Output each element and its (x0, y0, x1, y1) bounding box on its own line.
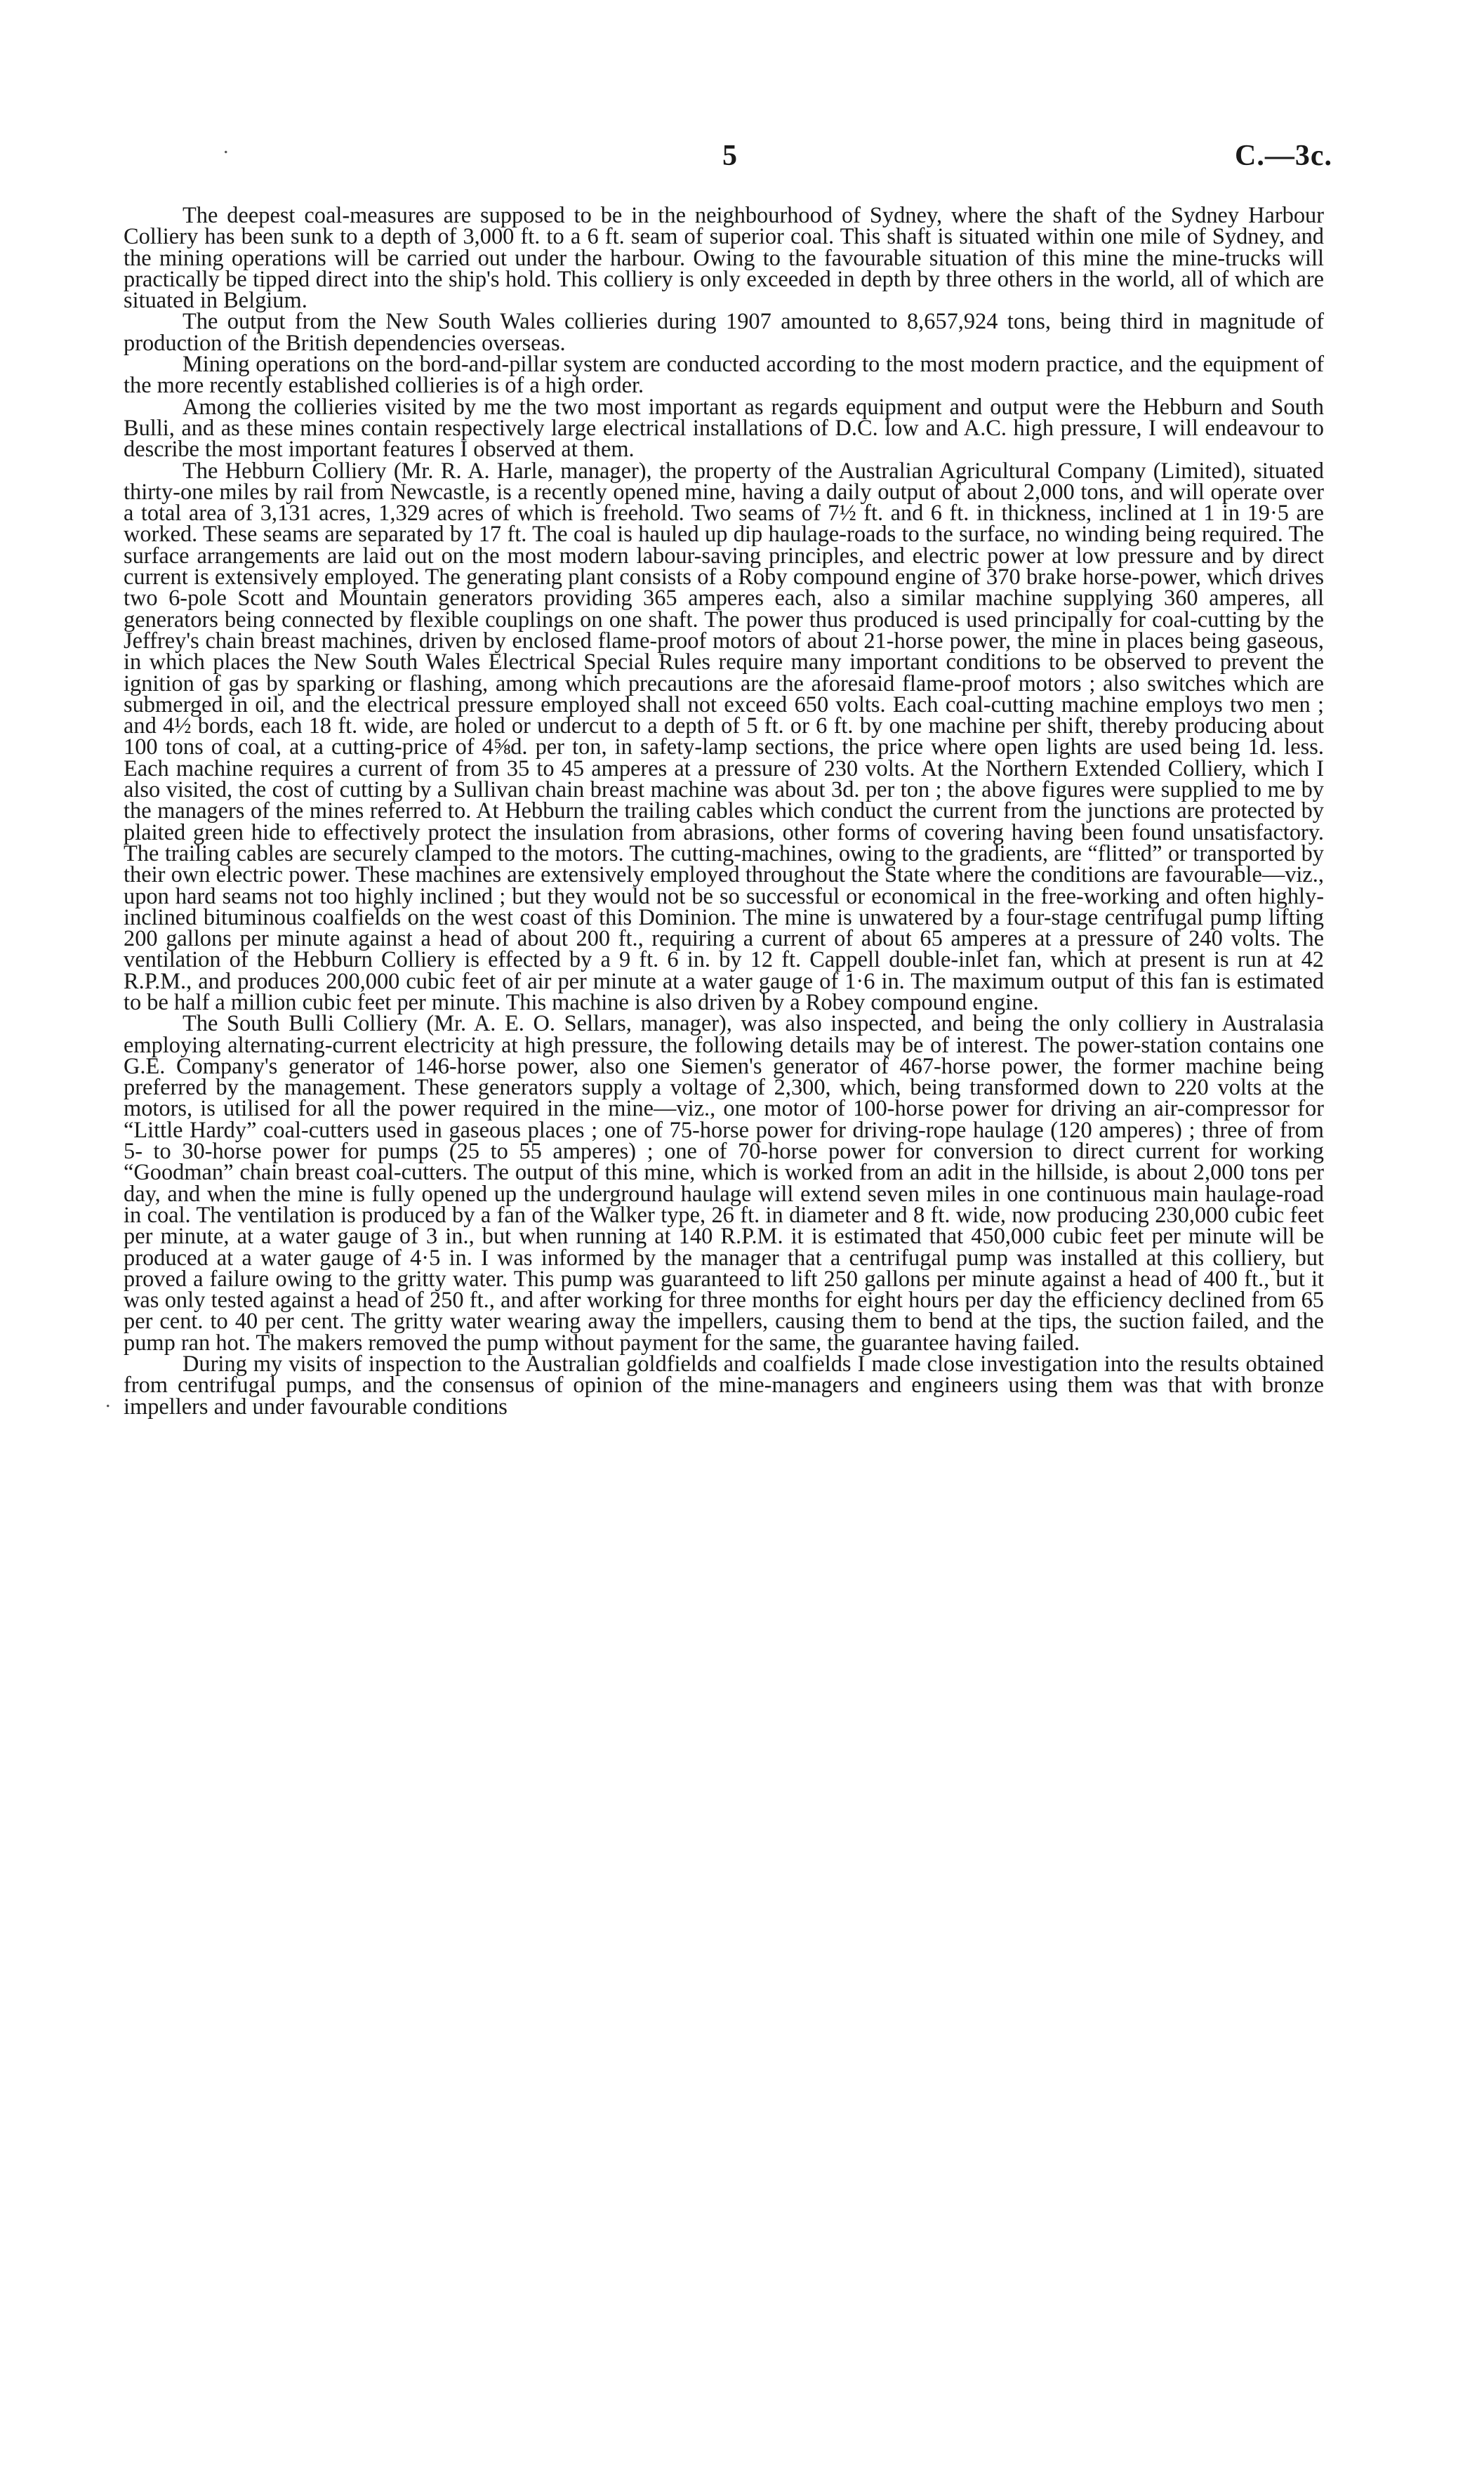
paragraph-output: The output from the New South Wales collieries during 1907 amounted to 8,657,924 tons, being third in magnitude of production of the British dependencies overseas. (124, 309, 1324, 356)
stray-mark: . (105, 1389, 111, 1412)
body-text (124, 203, 1324, 1420)
paragraph-hebburn-colliery: The Hebburn Colliery (Mr. R. A. Harle, manager), the property of the Australian Agricultural Company (Limited), situated thirty-one miles by rail from Newcastle, is a recently opened mine, having a daily output of about 2,000 tons, and will operate over a total area of 3,131 acres, 1,329 acres of which is freehold. Two seams of 7½ ft. and 6 ft. in thickness, inclined at 1 in 19·5 are worked. These seams are separated by 17 ft. The coal is hauled up dip haulage-roads to the surface, no winding being required. The surface arrangements are laid out on the most modern labour-saving principles, and electric power at low pressure and by direct current is extensively employed. The generating plant consists of a Roby compound engine of 370 brake horse-power, which drives two 6-pole Scott and Mountain generators providing 365 amperes each, also a similar machine supplying 360 amperes, all generators being connected by flexible couplings on one shaft. The power thus produced is used principally for coal-cutting by the Jeffrey's chain breast machines, driven by enclosed flame-proof motors of about 21-horse power, the mine in places being gaseous, in which places the New South Wales Electrical Special Rules require many important conditions to be observed to prevent the ignition of gas by sparking or flashing, among which precautions are the aforesaid flame-proof motors ; also switches which are submerged in oil, and the electrical pressure employed shall not exceed 650 volts. Each coal-cutting machine employs two men ; and 4½ bords, each 18 ft. wide, are holed or undercut to a depth of 5 ft. or 6 ft. by one machine per shift, thereby producing about 100 tons of coal, at a cutting-price of 4⅝d. per ton, in safety-lamp sections, the price where open lights are used being 1d. less. Each machine requires a current of from 35 to 45 amperes at a pressure of 230 volts. At the Northern Extended Colliery, which I also visited, the cost of cutting by a Sullivan chain breast machine was about 3d. per ton ; the above figures were supplied to me by the managers of the mines referred to. At Hebburn the trailing cables which conduct the current from the junctions are protected by plaited green hide to effectively protect the insulation from abrasions, other forms of covering having been found unsatisfactory. The trailing cables are securely clamped to the motors. The cutting-machines, owing to the gradients, are “flitted” or transported by their own electric power. These machines are extensively employed throughout the State where the conditions are favourable—viz., upon hard seams not too highly inclined ; but they would not be so successful or economical in the free-working and often highly-inclined bituminous coalfields on the west coast of this Dominion. The mine is unwatered by a four-stage centrifugal pump lifting 200 gallons per minute against a head of about 200 ft., requiring a current of about 65 amperes at a pressure of 240 volts. The ventilation of the Hebburn Colliery is effected by a 9 ft. 6 in. by 12 ft. Cappell double-inlet fan, which at present is run at 42 R.P.M., and produces 200,000 cubic feet of air per minute at a water gauge of 1·6 in. The maximum output of this fan is estimated to be half a million cubic feet per minute. This machine is also driven by a Robey compound engine. (124, 458, 1324, 1015)
stray-mark: . (223, 135, 229, 158)
page-number: 5 (722, 140, 738, 172)
paragraph-centrifugal-pumps: During my visits of inspection to the Australian goldfields and coalfields I made close investigation into the results obtained from centrifugal pumps, and the consensus of opinion of the mine-managers and engineers using them was that with bronze impellers and under favourable conditions (124, 1351, 1324, 1420)
paragraph-collieries-visited: Among the collieries visited by me the two most important as regards equipment and output were the Hebburn and South Bulli, and as these mines contain respectively large electrical installations of D.C. low and A.C. high pressure, I will endeavour to describe the most important features I observed at them. (124, 394, 1324, 463)
paragraph-mining-operations: Mining operations on the bord-and-pillar system are conducted according to the most modern practice, and the equipment of the more recently established collieries is of a high order. (124, 352, 1324, 399)
paragraph-deepest-coal-measures: The deepest coal-measures are supposed to be in the neighbourhood of Sydney, where the shaft of the Sydney Harbour Colliery has been sunk to a depth of 3,000 ft. to a 6 ft. seam of superior coal. This shaft is situated within one mile of Sydney, and the mining operations will be carried out under the harbour. Owing to the favourable situation of this mine the mine-trucks will practically be tipped direct into the ship's hold. This colliery is only exceeded in depth by three others in the world, all of which are situated in Belgium. (124, 203, 1324, 314)
page-reference: C.—3c. (1235, 140, 1332, 172)
paragraph-south-bulli-colliery: The South Bulli Colliery (Mr. A. E. O. Sellars, manager), was also inspected, and being the only colliery in Australasia employing alternating-current electricity at high pressure, the following details may be of interest. The power-station contains one G.E. Company's generator of 146-horse power, also one Siemen's generator of 467-horse power, the former machine being preferred by the management. These generators supply a voltage of 2,300, which, being transformed down to 220 volts at the motors, is utilised for all the power required in the mine—viz., one motor of 100-horse power for driving an air-compressor for “Little Hardy” coal-cutters used in gaseous places ; one of 75-horse power for driving-rope haulage (120 amperes) ; three of from 5- to 30-horse power for pumps (25 to 55 amperes) ; one of 70-horse power for conversion to direct current for working “Goodman” chain breast coal-cutters. The output of this mine, which is worked from an adit in the hillside, is about 2,000 tons per day, and when the mine is fully opened up the underground haulage will extend seven miles in one continuous main haulage-road in coal. The ventilation is produced by a fan of the Walker type, 26 ft. in diameter and 8 ft. wide, now producing 230,000 cubic feet per minute, at a water gauge of 3 in., but when running at 140 R.P.M. it is estimated that 450,000 cubic feet per minute will be produced at a water gauge of 4·5 in. I was informed by the manager that a centrifugal pump was installed at this colliery, but proved a failure owing to the gritty water. This pump was guaranteed to lift 250 gallons per minute against a head of 400 ft., but it was only tested against a head of 250 ft., and after working for three months for eight hours per day the efficiency declined from 65 per cent. to 40 per cent. The gritty water wearing away the impellers, causing them to bend at the tips, the suction failed, and the pump ran hot. The makers removed the pump without payment for the same, the guarantee having failed. (124, 1011, 1324, 1356)
